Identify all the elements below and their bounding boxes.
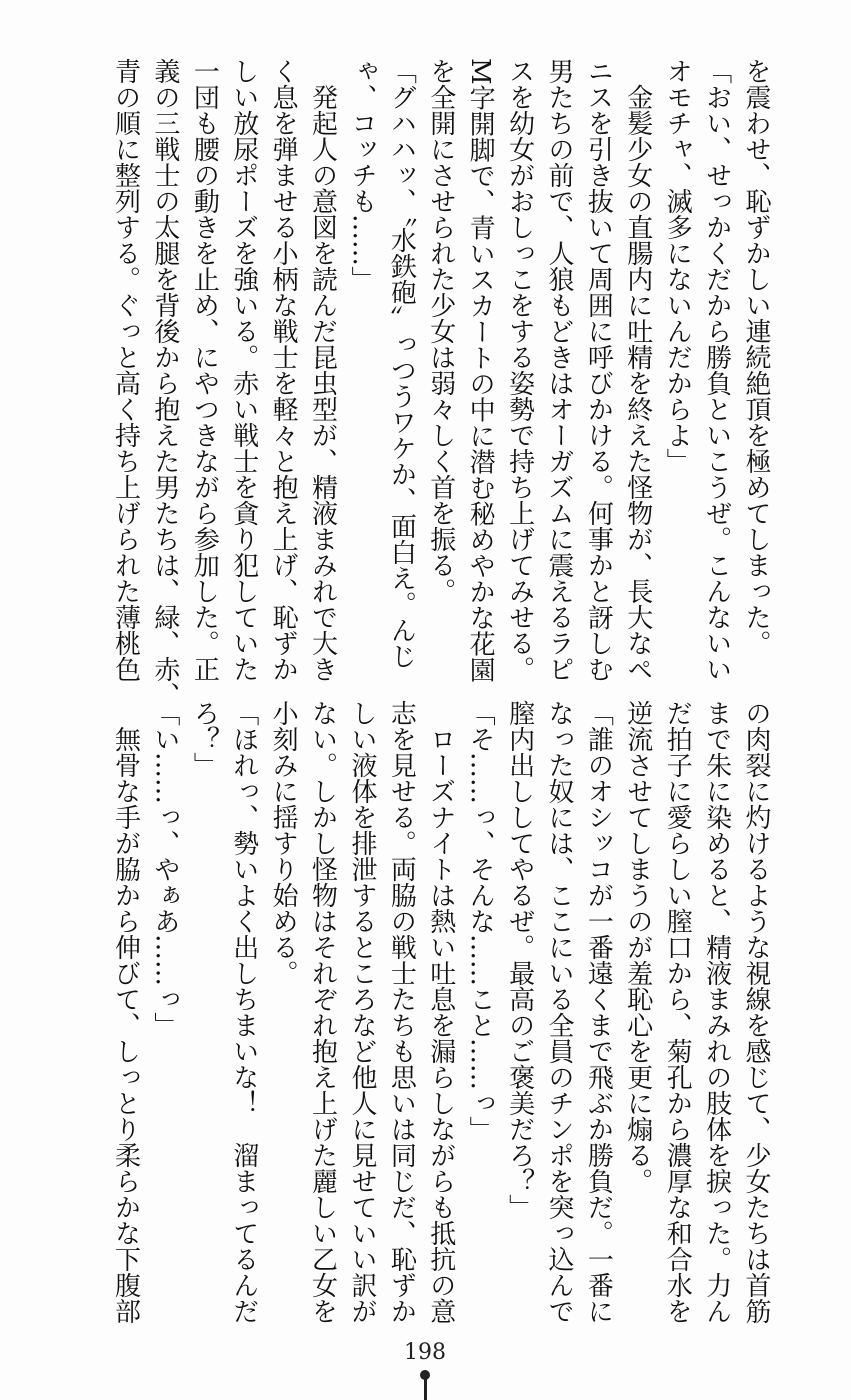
text-line: ローズナイトは熱い吐息を漏らしながらも抵抗の意 [425, 700, 456, 1324]
page-marker-line [424, 1374, 427, 1400]
text-line: ない。しかし怪物はそれぞれ抱え上げた麗しい乙女を [307, 700, 338, 1324]
text-line: スを幼女がおしっこをする姿勢で持ち上げてみせる。 [504, 58, 535, 682]
text-line: 金髪少女の直腸内に吐精を終えた怪物が、長大なペ [622, 58, 653, 682]
text-line: を震わせ、恥ずかしい連続絶頂を極めてしまった。 [741, 58, 771, 656]
text-line: だ拍子に愛らしい膣口から、菊孔から濃厚な和合水を [662, 700, 693, 1324]
text-line: 「おい、せっかくだから勝負といこうぜ。こんないい [701, 58, 732, 682]
page-number: 198 [404, 1340, 446, 1365]
text-line: く息を弾ませる小柄な戦士を軽々と抱え上げ、恥ずか [268, 58, 299, 682]
text-line: ろ？」 [189, 700, 220, 778]
text-line: 志を見せる。両脇の戦士たちも思いは同じだ、恥ずか [386, 700, 417, 1324]
text-line: 「ほれっ、勢いよく出しちまいな！ 溜まってるんだ [228, 700, 259, 1324]
text-line: ニスを引き抜いて周囲に呼びかける。何事かと訝しむ [583, 58, 614, 682]
text-line: しい放尿ポーズを強いる。赤い戦士を貪り犯していた [228, 58, 259, 682]
text-line: 青の順に整列する。ぐっと高く持ち上げられた薄桃色 [110, 58, 141, 682]
text-line: 小刻みに揺すり始める。 [268, 700, 299, 986]
text-block-bottom [105, 700, 775, 1330]
text-block-top [105, 58, 775, 708]
text-line: 膣内出ししてやるぜ。最高のご褒美だろ？」 [504, 700, 535, 1220]
text-line: 「誰のオシッコが一番遠くまで飛ぶか勝負だ。一番に [583, 700, 614, 1324]
text-line: 「グハハッ、〝水鉄砲〟っつうワケか、面白え。んじ [386, 58, 417, 669]
text-line: 義の三戦士の太腿を背後から抱えた男たちは、緑、赤、 [149, 58, 180, 708]
text-line: の肉裂に灼けるような視線を感じて、少女たちは首筋 [741, 700, 771, 1324]
text-line: まで朱に染めると、精液まみれの肢体を捩った。力ん [701, 700, 732, 1324]
text-line: M字開脚で、青いスカートの中に潜む秘めやかな花園 [465, 58, 496, 683]
text-line: 「そ……っ、そんな……こと……っ」 [465, 700, 496, 1142]
text-line: なった奴には、ここにいる全員のチンポを突っ込んで [543, 700, 574, 1324]
text-line: 発起人の意図を読んだ昆虫型が、精液まみれで大き [307, 58, 338, 682]
text-line: 男たちの前で、人狼もどきはオーガズムに震えるラピ [543, 58, 574, 682]
text-line: 一団も腰の動きを止め、にやつきながら参加した。正 [189, 58, 220, 682]
text-line: 「い……っ、やぁあ……っ」 [149, 700, 180, 1038]
text-line: しい液体を排泄するところなど他人に見せていい訳が [346, 700, 377, 1324]
text-line: 逆流させてしまうのが羞恥心を更に煽る。 [622, 700, 653, 1194]
text-line: を全開にさせられた少女は弱々しく首を振る。 [425, 58, 456, 604]
text-line: オモチャ、滅多にないんだからよ」 [662, 58, 693, 474]
text-line: 無骨な手が脇から伸びて、しっとり柔らかな下腹部 [110, 700, 141, 1324]
text-line: ゃ、コッチも……」 [346, 58, 377, 292]
